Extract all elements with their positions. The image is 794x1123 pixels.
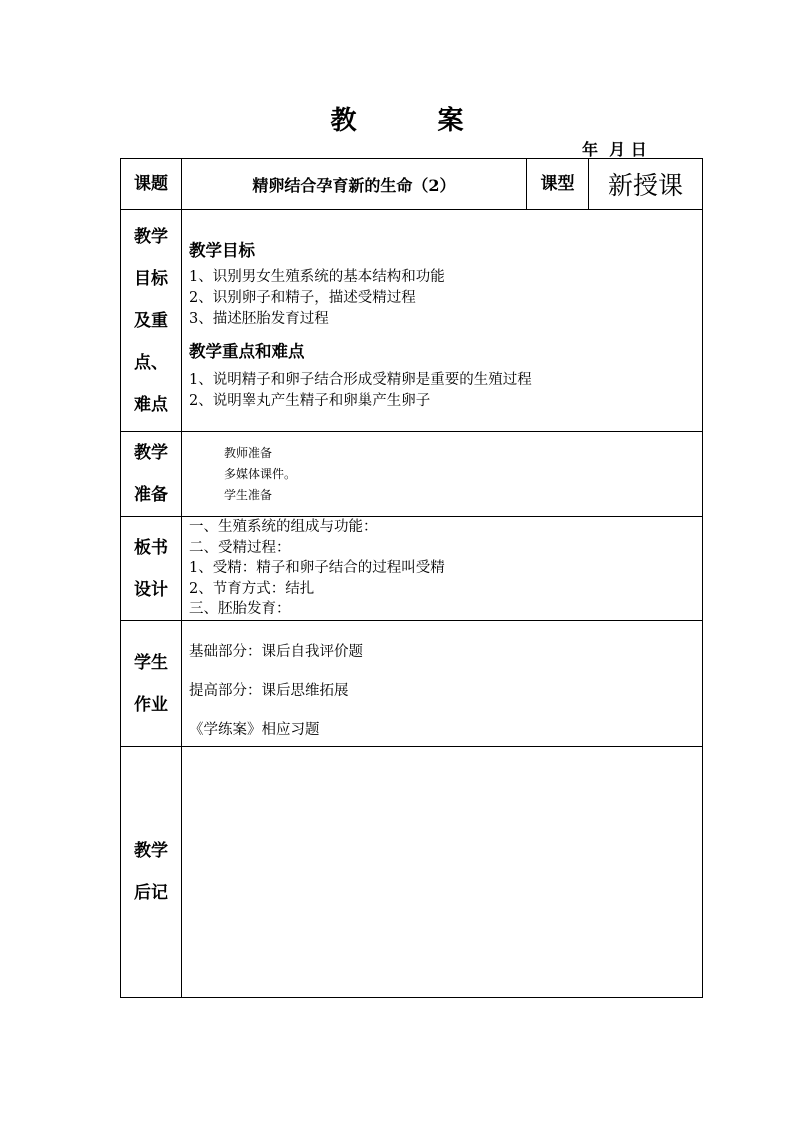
lesson-type-value: 新授课 — [589, 159, 703, 210]
board-design-label-line: 板书 — [134, 537, 168, 558]
row-reflection — [121, 747, 703, 998]
reflection-label — [121, 747, 182, 998]
homework-content — [182, 621, 703, 747]
board-line: 1、受精：精子和卵子结合的过程叫受精 — [189, 560, 445, 577]
goals-label-line: 目标 — [134, 268, 168, 289]
homework-label-line: 作业 — [134, 694, 168, 715]
row-homework — [121, 621, 703, 747]
row-board-design — [121, 517, 703, 621]
goal-item: 2、识别卵子和精子，描述受精过程 — [189, 290, 416, 306]
key-point-item: 2、说明睾丸产生精子和卵巢产生卵子 — [189, 393, 431, 409]
board-design-label — [121, 517, 182, 621]
preparation-item: 教师准备 — [224, 445, 273, 460]
topic-value: 精卵结合孕育新的生命（2） — [182, 159, 527, 210]
goals-label-line: 教学 — [134, 226, 168, 247]
board-design-content — [182, 517, 703, 621]
preparation-label — [121, 432, 182, 517]
goals-content — [182, 210, 703, 432]
goal-item: 3、描述胚胎发育过程 — [189, 311, 329, 327]
goals-heading: 教学目标 — [189, 241, 255, 260]
board-line: 一、生殖系统的组成与功能： — [189, 519, 378, 536]
lesson-plan-table — [120, 158, 703, 998]
reflection-content[interactable] — [182, 747, 703, 998]
board-line: 2、节育方式：结扎 — [189, 580, 315, 597]
preparation-item: 学生准备 — [224, 487, 273, 502]
reflection-label-line: 后记 — [134, 883, 168, 903]
key-points-heading: 教学重点和难点 — [189, 342, 305, 361]
row-goals — [121, 210, 703, 432]
goals-label — [121, 210, 182, 432]
preparation-item: 多媒体课件。 — [224, 466, 297, 481]
topic-label: 课题 — [121, 159, 182, 210]
board-design-label-line: 设计 — [134, 579, 168, 600]
preparation-content — [182, 432, 703, 517]
lesson-type-label: 课型 — [527, 159, 589, 210]
reflection-label-line: 教学 — [134, 841, 168, 861]
row-topic — [121, 159, 703, 210]
preparation-label-line: 教学 — [134, 443, 168, 463]
date-line: 年 月 日 — [582, 140, 647, 159]
goals-label-line: 难点 — [134, 394, 168, 415]
board-line: 二、受精过程： — [189, 539, 291, 556]
document-title: 教 案 — [330, 106, 500, 136]
homework-line: 提高部分：课后思维拓展 — [189, 683, 349, 699]
board-line: 三、胚胎发育： — [189, 601, 291, 618]
preparation-label-line: 准备 — [134, 485, 168, 505]
goals-label-line: 及重 — [134, 310, 168, 331]
goal-item: 1、识别男女生殖系统的基本结构和功能 — [189, 269, 445, 285]
homework-label — [121, 621, 182, 747]
goals-label-line: 点、 — [134, 352, 168, 373]
row-preparation — [121, 432, 703, 517]
homework-label-line: 学生 — [134, 652, 168, 673]
homework-line: 基础部分：课后自我评价题 — [189, 644, 363, 660]
homework-line: 《学练案》相应习题 — [189, 722, 320, 738]
key-point-item: 1、说明精子和卵子结合形成受精卵是重要的生殖过程 — [189, 372, 532, 388]
